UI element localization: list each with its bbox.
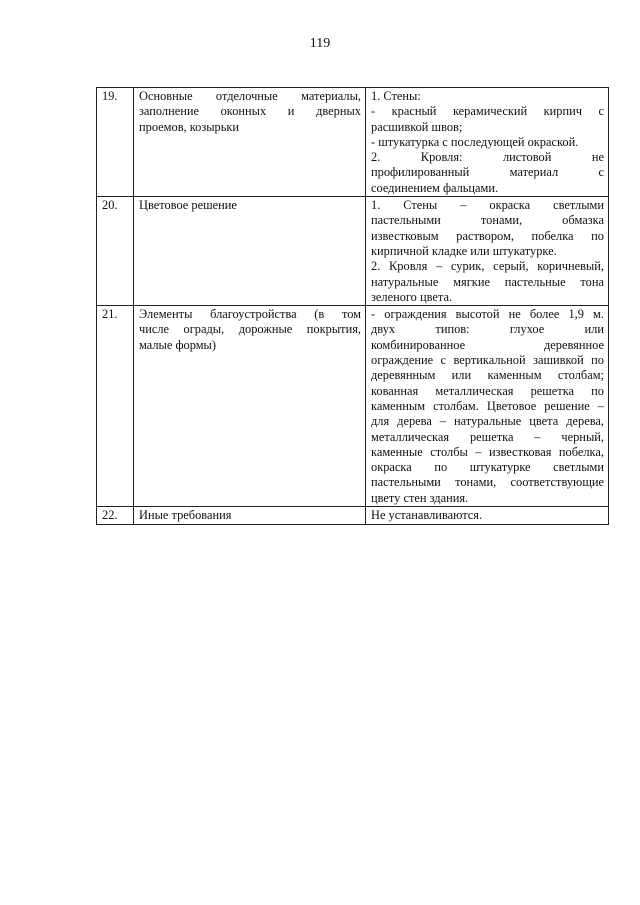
title-line: Элементы благоустройства (в том <box>139 307 361 322</box>
description-line: комбинированное деревянное <box>371 337 604 352</box>
row-title <box>134 507 366 525</box>
description-line: Не устанавливаются. <box>371 508 483 523</box>
title-line: малые формы) <box>139 337 216 352</box>
description-line: ограждение с вертикальной зашивкой по <box>371 353 604 368</box>
description-line: - красный керамический кирпич с <box>371 104 604 119</box>
description-line: деревянным или каменным столбам; <box>371 368 604 383</box>
row-title <box>134 88 366 197</box>
description-line: - штукатурка с последующей окраской. <box>371 134 579 149</box>
description-line: 1. Стены – окраска светлыми <box>371 198 604 213</box>
row-number: 22. <box>97 507 134 525</box>
description-line: пастельными тонами, обмазка <box>371 213 604 228</box>
description-line: - ограждения высотой не более 1,9 м. <box>371 307 604 322</box>
description-line: для дерева – натуральные цвета дерева, <box>371 414 604 429</box>
page-number: 119 <box>309 36 331 51</box>
description-line: известковым раствором, побелка по <box>371 228 604 243</box>
description-line: соединением фальцами. <box>371 180 499 195</box>
row-description <box>366 197 609 306</box>
table-row <box>97 197 609 306</box>
row-number: 19. <box>97 88 134 197</box>
title-line: проемов, козырьки <box>139 119 240 134</box>
table-row <box>97 306 609 507</box>
title-line: заполнение оконных и дверных <box>139 104 361 119</box>
description-line: металлическая решетка – черный, <box>371 429 604 444</box>
row-description <box>366 88 609 197</box>
row-number: 20. <box>97 197 134 306</box>
title-line: числе ограды, дорожные покрытия, <box>139 322 361 337</box>
table-row <box>97 507 609 525</box>
title-line: Иные требования <box>139 508 232 523</box>
requirements-table <box>96 87 609 525</box>
description-line: каменные столбы – известковая побелка, <box>371 444 604 459</box>
row-description <box>366 507 609 525</box>
description-line: зеленого цвета. <box>371 289 453 304</box>
row-number: 21. <box>97 306 134 507</box>
title-line: Основные отделочные материалы, <box>139 89 361 103</box>
description-line: кирпичной кладке или штукатурке. <box>371 243 557 258</box>
description-line: профилированный материал с <box>371 165 604 180</box>
table-row <box>97 88 609 197</box>
description-line: натуральные мягкие пастельные тона <box>371 274 604 289</box>
row-title <box>134 197 366 306</box>
description-line: окраска по штукатурке светлыми <box>371 460 604 475</box>
title-line: Цветовое решение <box>139 198 237 213</box>
description-line: 2. Кровля – сурик, серый, коричневый, <box>371 259 604 274</box>
row-description <box>366 306 609 507</box>
description-line: цвету стен здания. <box>371 490 469 505</box>
description-line: расшивкой швов; <box>371 119 463 134</box>
description-line: пастельными тонами, соответствующие <box>371 475 604 490</box>
description-line: двух типов: глухое или <box>371 322 604 337</box>
description-line: 1. Стены: <box>371 89 421 103</box>
description-line: 2. Кровля: листовой не <box>371 150 604 165</box>
description-line: кованная металлическая решетка по <box>371 383 604 398</box>
row-title <box>134 306 366 507</box>
description-line: каменным столбам. Цветовое решение – <box>371 398 604 413</box>
